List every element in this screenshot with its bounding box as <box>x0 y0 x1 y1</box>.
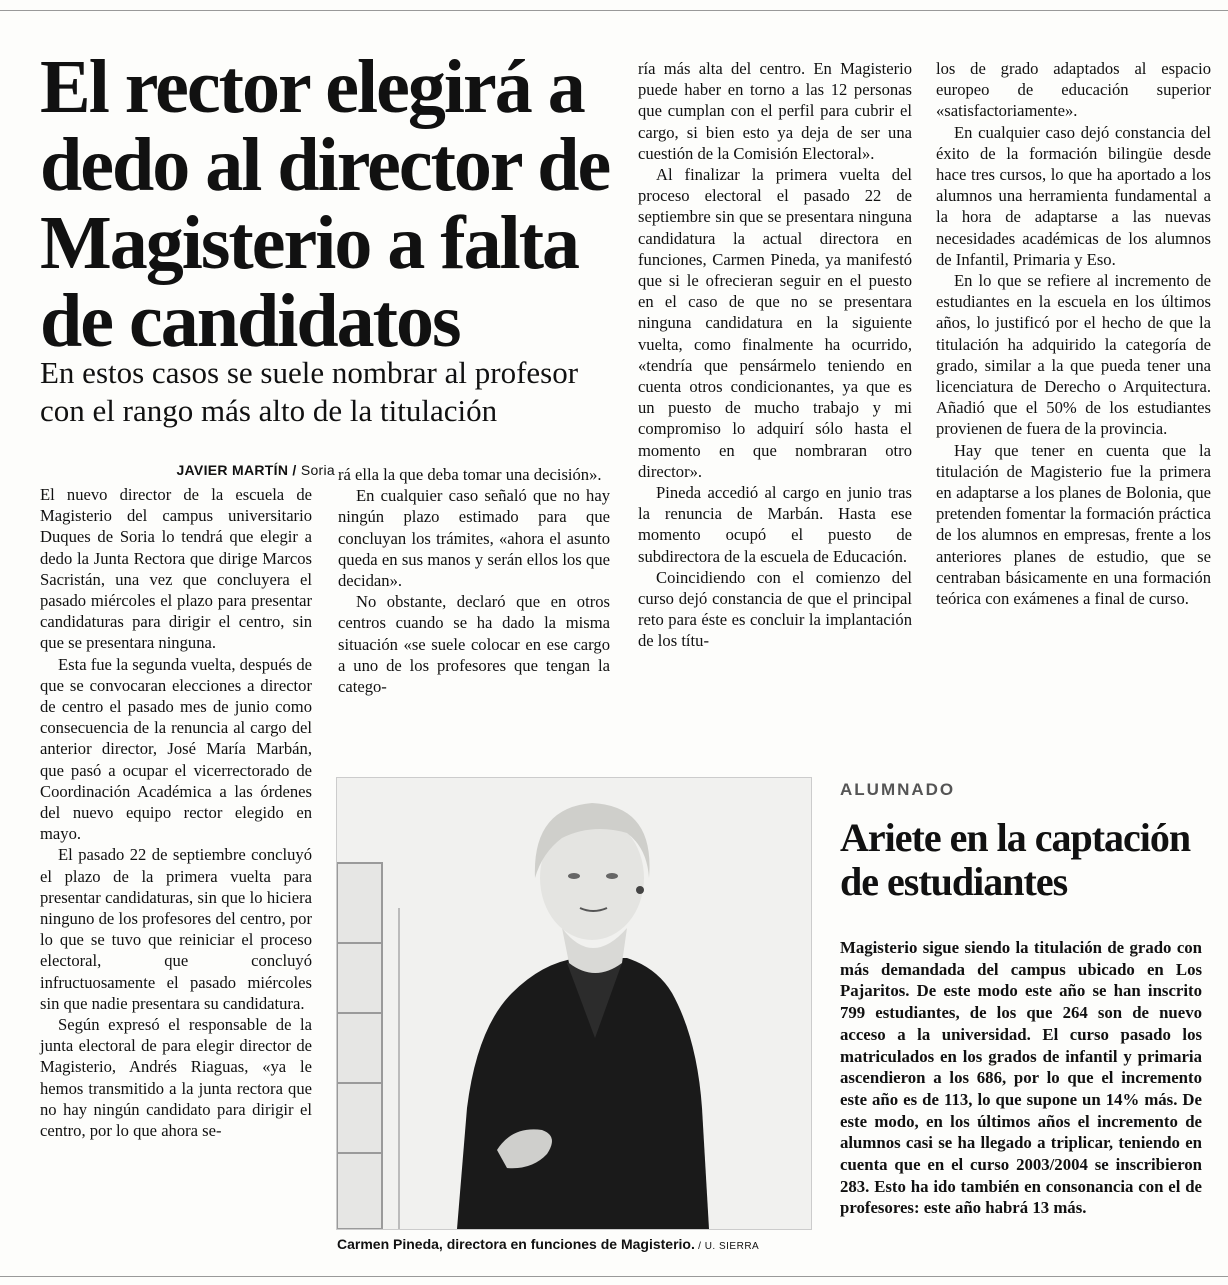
paragraph: No obstante, declaró que en otros centros cuando se ha dado la misma situación «se suele colocar en ese cargo a uno de los profesores que tengan la catego- <box>338 592 610 697</box>
byline-separator: / <box>288 462 301 478</box>
portrait-photo <box>336 777 812 1230</box>
sidebar-body: Magisterio sigue siendo la titulación de grado con más demandada del campus ubicado en Los Pajaritos. De este modo este año se han inscrito 799 estudiantes, de los que 264 son de nuevo acceso a la universidad. El curso pasado los matriculados en los grados de infantil y primaria ascendieron a los 686, por lo que el incremento este año es de 113, lo que supone un 14% más. De este modo, en los últimos años el incremento de alumnos casi se ha llegado a triplicar, teniendo en cuenta que en el curso 2003/2004 se inscribieron 283. Esto ha ido también en consonancia con el de profesores: este año habrá 13 más. <box>840 938 1202 1218</box>
paragraph: El nuevo director de la escuela de Magisterio del campus universitario Duques de Soria lo tendrá que elegir a dedo la Junta Rectora que dirige Marcos Sacristán, una vez que concluyera el pasado miércoles el plazo para presentar candidaturas para dirigir el centro, sin que se presentara ninguna. <box>40 485 312 653</box>
byline-author: JAVIER MARTÍN <box>176 462 289 478</box>
caption-text: Carmen Pineda, directora en funciones de Magisterio. <box>337 1236 695 1252</box>
paragraph: En lo que se refiere al incremento de estudiantes en la escuela en los últimos años, lo justificó por el hecho de que la titulación ha adquirido la categoría de grado, similar a la que pueda tener una licenciatura de Derecho o Arquitectura. Añadió que el 50% de los estudiantes provienen de fuera de la provincia. <box>936 271 1211 439</box>
paragraph: Pineda accedió al cargo en junio tras la renuncia de Marbán. Hasta ese momento ocupó el puesto de subdirectora de la escuela de Educación. <box>638 483 912 566</box>
photo-credit: / U. SIERRA <box>694 1241 760 1252</box>
byline <box>150 462 335 478</box>
bottom-rule <box>0 1276 1228 1277</box>
photo-caption <box>337 1236 817 1252</box>
sidebar-label: ALUMNADO <box>840 780 956 799</box>
bookshelf-shape <box>337 863 382 1229</box>
paragraph: Esta fue la segunda vuelta, después de que se convocaran elecciones a director de centro el pasado mes de junio como consecuencia de la renuncia al cargo del anterior director, José María Marbán, que pasó a ocupar el vicerrectorado de Coordinación Académica a las órdenes del nuevo equipo rector elegido en mayo. <box>40 654 312 844</box>
article-column-1 <box>40 484 312 1141</box>
paragraph: Hay que tener en cuenta que la titulación de Magisterio fue la primera en adaptarse a los planes de Bolonia, que pretenden fomentar la formación práctica de los alumnos en empresas, frente a los anteriores planes de estudio, que se centraban básicamente en una formación teórica con exámenes a final de curso. <box>936 440 1211 609</box>
paragraph: ría más alta del centro. En Magisterio puede haber en torno a las 12 personas que cumplan con el perfil para cubrir el cargo, si bien esto ya deja de ser una cuestión de la Comisión Electoral». <box>638 59 912 163</box>
byline-location: Soria <box>300 462 335 478</box>
article-column-4 <box>936 58 1211 609</box>
paragraph: En cualquier caso señaló que no hay ningún plazo estimado para que concluyan los trámites, «ahora el asunto queda en sus manos y serán ellos los que decidan». <box>338 486 610 591</box>
paragraph: Según expresó el responsable de la junta electoral de para elegir director de Magisterio, Andrés Riaguas, «ya le hemos transmitido a la junta rectora que no hay ningún candidato para dirigir el centro, por lo que ahora se- <box>40 1015 312 1141</box>
paragraph: rá ella la que deba tomar una decisión». <box>338 465 602 484</box>
paragraph: Coincidiendo con el comienzo del curso dejó constancia de que el principal reto para éste es concluir la implantación de los títu- <box>638 567 912 651</box>
subheadline: En estos casos se suele nombrar al profesor con el rango más alto de la titulación <box>40 355 579 428</box>
paragraph: Al finalizar la primera vuelta del proceso electoral el pasado 22 de septiembre sin que se presentara ninguna candidatura la actual directora en funciones, Carmen Pineda, ya manifestó que si le ofrecieran seguir en el puesto en el caso de que no se presentara ninguna candidatura en la siguiente vuelta, como finalmente ha ocurrido, «tendría que pensármelo teniendo en cuenta otros condicionantes, ya que es un puesto de mucho trabajo y mi compromiso lo adquirí sólo hasta el momento en que nombraran otro director». <box>638 165 912 481</box>
paragraph: En cualquier caso dejó constancia del éxito de la formación bilingüe desde hace tres cursos, lo que ha aportado a los alumnos una herramienta fundamental a la hora de adaptarse a las nuevas necesidades académicas de los alumnos de Infantil, Primaria y Eso. <box>936 122 1211 269</box>
article-column-3 <box>638 58 912 652</box>
paragraph: El pasado 22 de septiembre concluyó el plazo de la primera vuelta para presentar candidaturas, sin que lo hiciera ninguno de los profesores del centro, por lo que se tuvo que reiniciar el proceso electoral, que concluyó infructuosamente el pasado miércoles sin que nadie presentara su candidatura. <box>40 845 312 1013</box>
paragraph: los de grado adaptados al espacio europeo de educación superior «satisfactoriamente». <box>936 59 1211 121</box>
article-column-2 <box>338 464 610 697</box>
headline: El rector elegirá a dedo al director de Magisterio a falta de candidatos <box>40 45 610 363</box>
top-rule <box>0 10 1228 11</box>
portrait-illustration <box>337 778 811 1229</box>
sidebar-title: Ariete en la captación de estudiantes <box>840 815 1191 904</box>
